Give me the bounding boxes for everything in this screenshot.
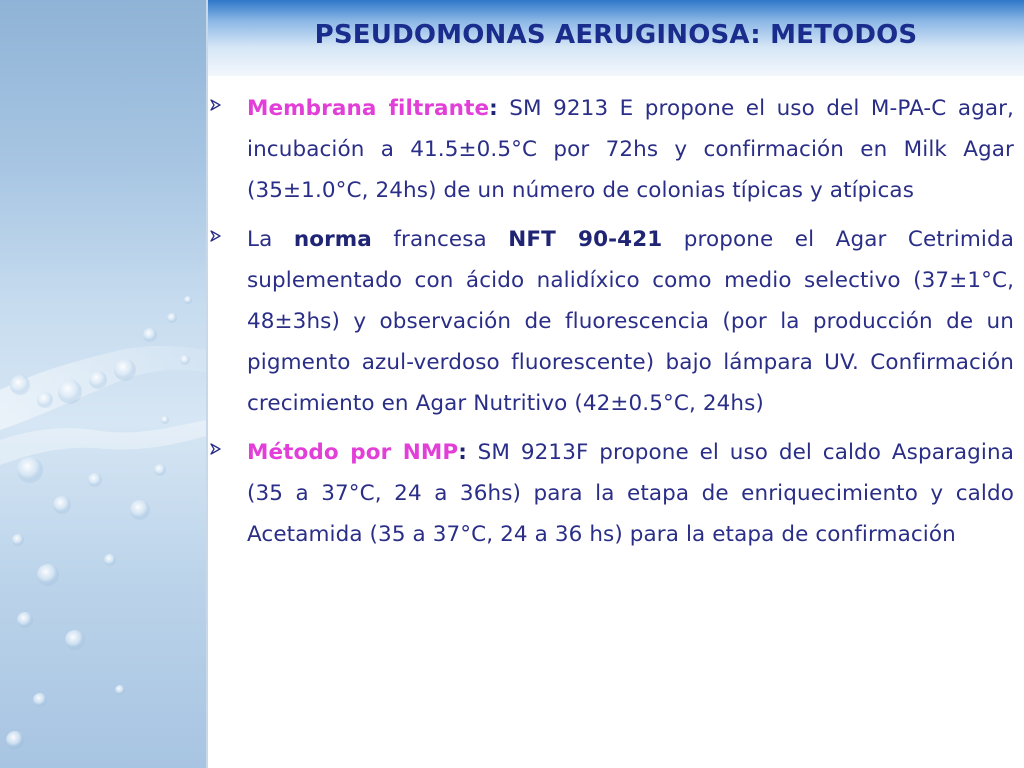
bullet-body: SM 9213 E propone el uso del M-PA-C agar, incubación a 41.5±0.5°C por 72hs y confirmación en Milk Agar (35±1.0°C, 24hs) de un número de colonias típicas y atípicas [247, 96, 1014, 203]
bullet-bold-nft: NFT 90-421 [508, 227, 663, 252]
bullet-term-separator: : [458, 440, 467, 465]
water-splash-graphic [0, 0, 206, 768]
bullet-term: Membrana filtrante [247, 96, 490, 121]
bullet-item [210, 432, 1014, 555]
bullet-text [247, 88, 1014, 211]
bullet-term: Método por NMP [247, 440, 459, 465]
bullet-item [210, 88, 1014, 211]
panel-divider [206, 0, 208, 768]
bullet-prefix: La [247, 227, 294, 252]
arrow-bullet-icon [210, 230, 221, 242]
bullet-mid: francesa [371, 227, 509, 252]
bullet-list [210, 88, 1014, 563]
bullet-body: SM 9213F propone el uso del caldo Asparagina (35 a 37°C, 24 a 36hs) para la etapa de enriquecimiento y caldo Acetamida (35 a 37°C, 24 a 36 hs) para la etapa de confirmación [247, 440, 1015, 547]
bullet-term-separator: : [489, 96, 498, 121]
bullet-text [247, 219, 1014, 424]
bullet-item [210, 219, 1014, 424]
bullet-text [247, 432, 1014, 555]
arrow-bullet-icon [210, 99, 221, 111]
water-splash-image [0, 0, 206, 768]
arrow-bullet-icon [210, 443, 221, 455]
slide-title: PSEUDOMONAS AERUGINOSA: METODOS [314, 20, 918, 50]
bullet-bold-norma: norma [293, 227, 372, 252]
bullet-body: propone el Agar Cetrimida suplementado con ácido nalidíxico como medio selectivo (37±1°C, 48±3hs) y observación de fluorescencia (por la producción de un pigmento azul-verdoso fluorescente) bajo lámpara UV. Confirmación crecimiento en Agar Nutritivo (42±0.5°C, 24hs) [247, 227, 1014, 416]
